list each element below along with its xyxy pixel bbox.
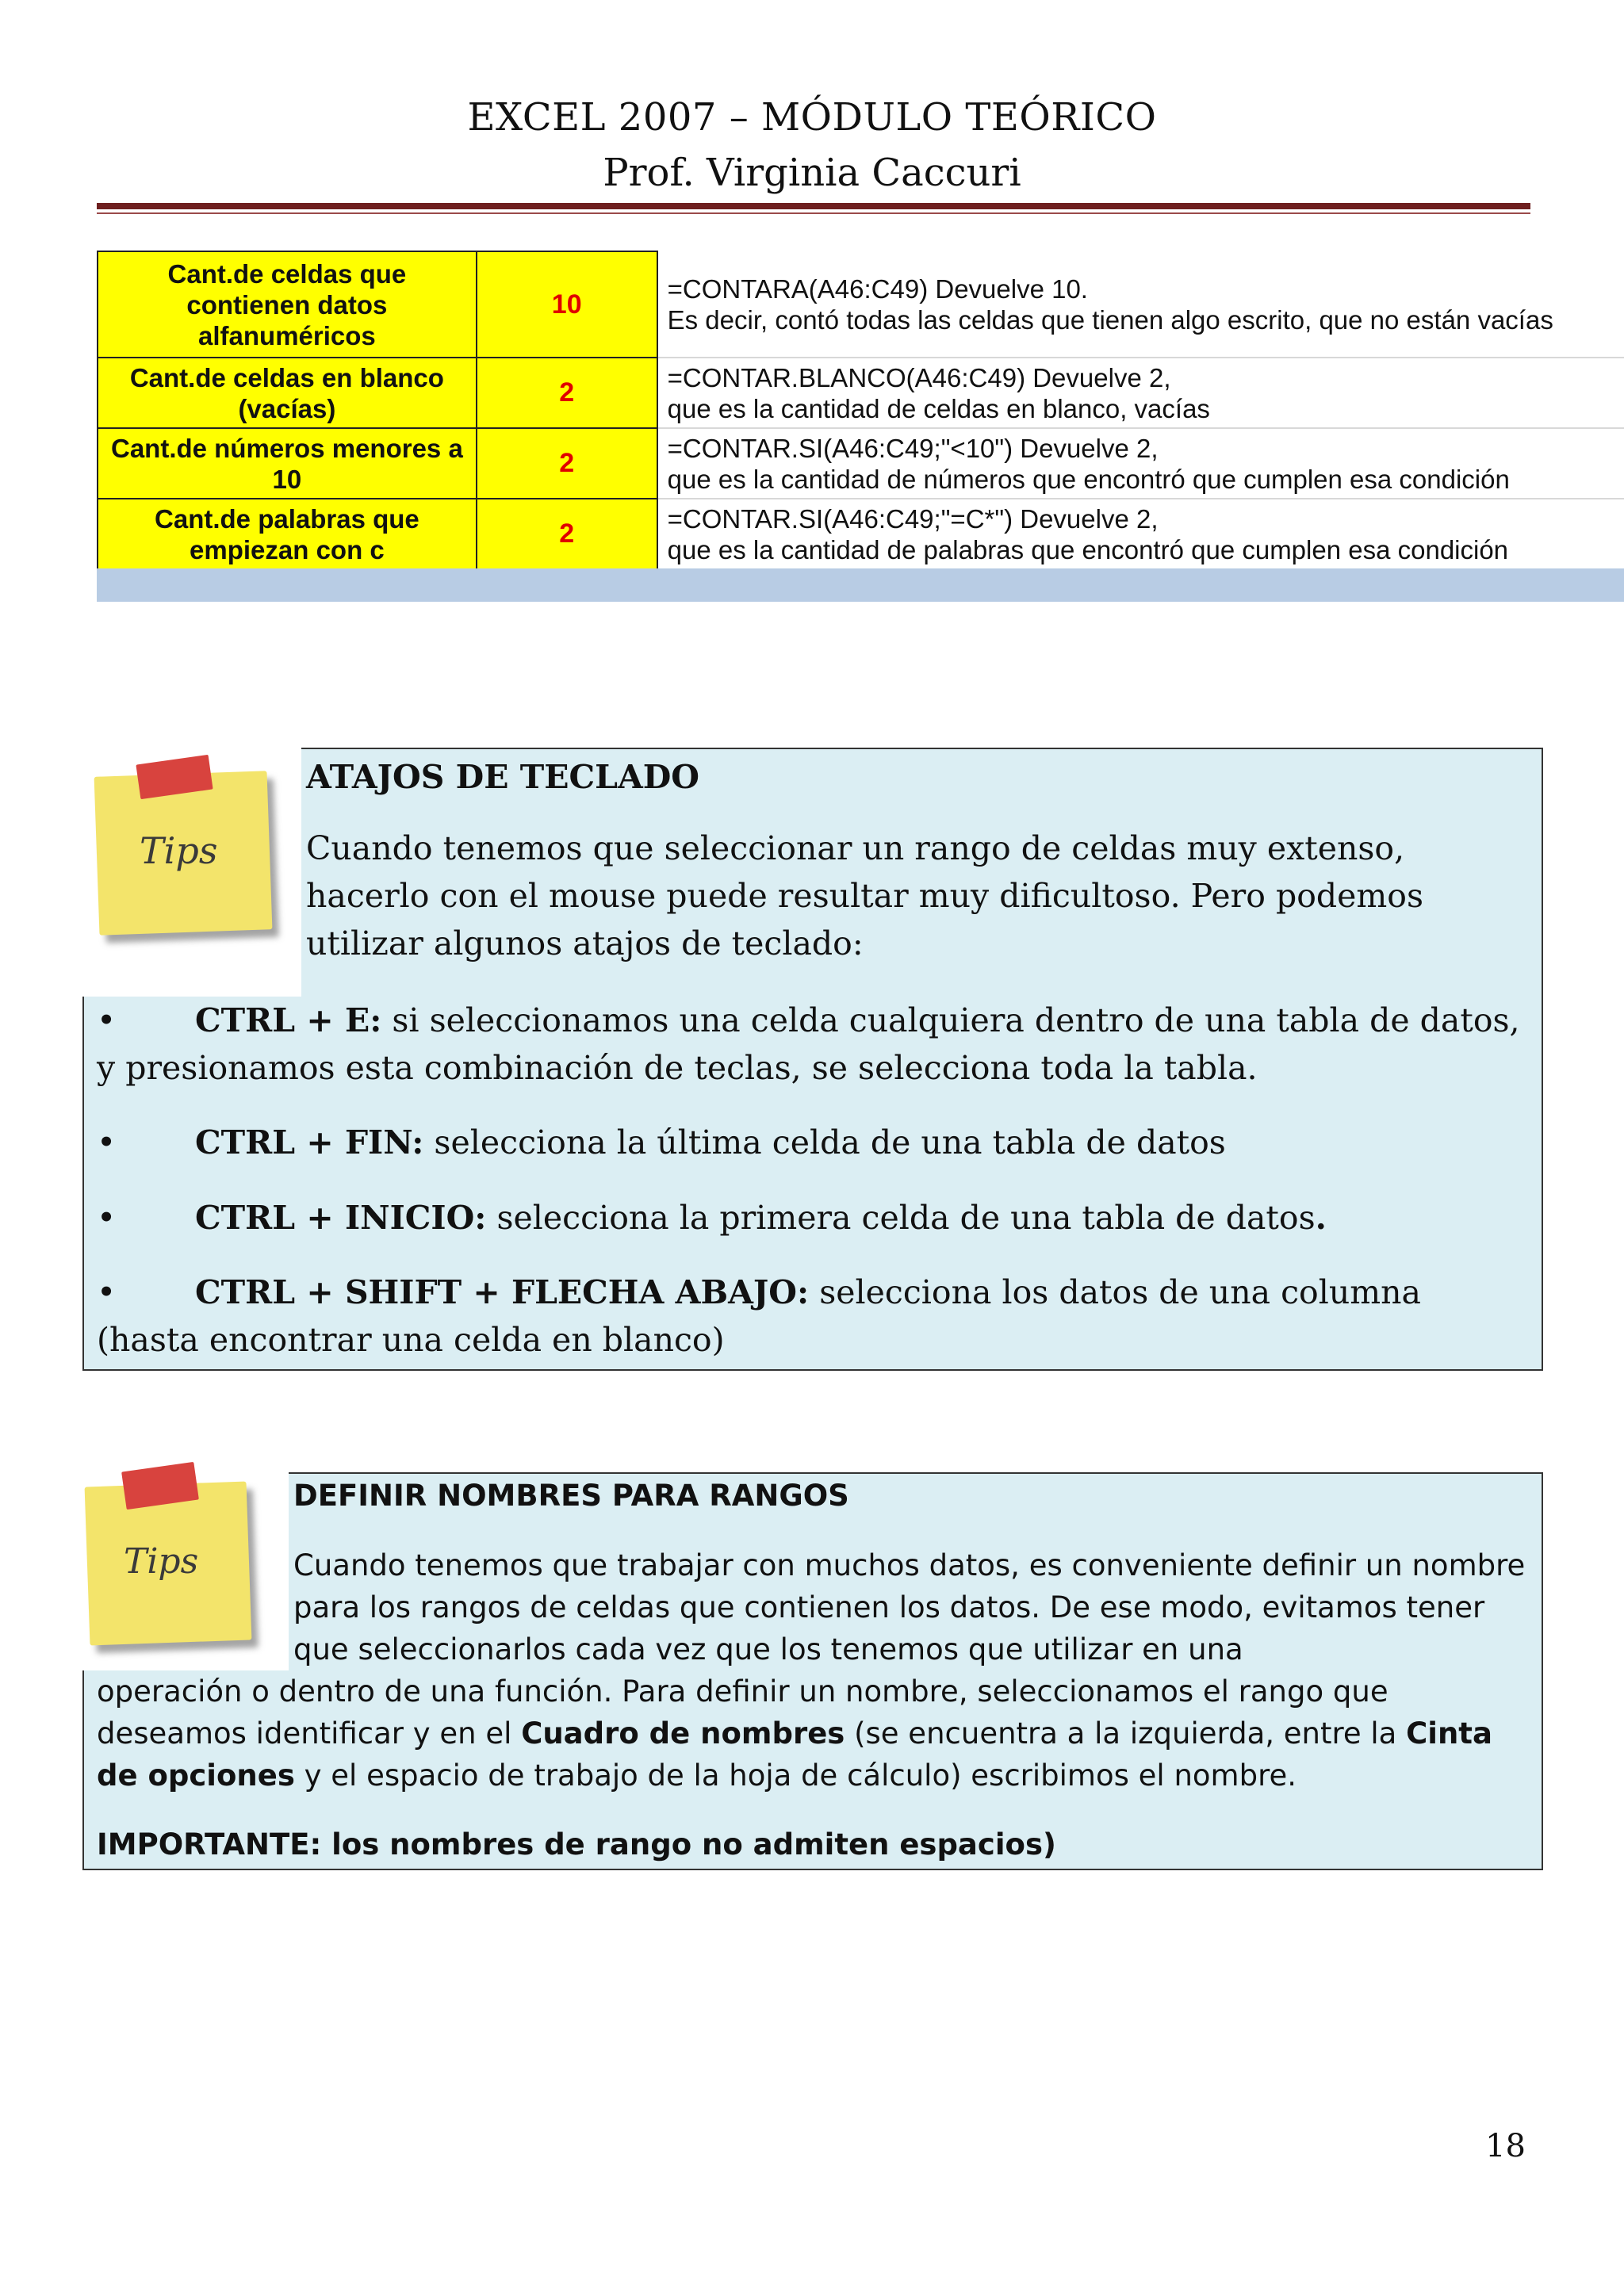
document-title: EXCEL 2007 – MÓDULO TEÓRICO: [467, 95, 1157, 140]
list-item: [97, 997, 1524, 1092]
list-item: [97, 1269, 1524, 1364]
row-formula: =CONTAR.SI(A46:C49;"<10") Devuelve 2,: [667, 433, 1159, 463]
page-number: 18: [1485, 2128, 1526, 2164]
table-row: [98, 428, 1624, 499]
stats-table-container: [97, 251, 1624, 570]
shortcut-key: CTRL + INICIO:: [195, 1199, 487, 1237]
shortcuts-intro: Cuando tenemos que seleccionar un rango de celdas muy extenso, hacerlo con el mouse puede resultar muy dificultoso. Pero podemos utilizar algunos atajos de teclado:: [306, 829, 1423, 962]
row-label: Cant.de palabras que empiezan con c: [98, 499, 477, 569]
range-names-paragraph-a: Cuando tenemos que trabajar con muchos datos, es conveniente definir un nombre para los rangos de celdas que contienen los datos. De ese modo, evitamos tener que seleccionarlos cada vez que los tenemos que utilizar en una: [293, 1548, 1526, 1667]
row-explanation: que es la cantidad de números que encontró que cumplen esa condición: [667, 464, 1510, 494]
bullet-dot: •: [97, 1123, 117, 1161]
shortcut-text: si seleccionamos una celda cualquiera dentro de una tabla de datos, y presionamos esta combinación de teclas, se selecciona toda la tabla.: [97, 1001, 1520, 1087]
sticky-note-icon: [82, 1459, 257, 1649]
row-value: 2: [477, 428, 657, 499]
document-subtitle: Prof. Virginia Caccuri: [603, 151, 1021, 195]
row-description: [657, 428, 1624, 499]
list-item: [97, 1119, 1524, 1166]
stats-table: [97, 251, 1624, 570]
shortcuts-heading: ATAJOS DE TECLADO: [306, 758, 700, 796]
row-explanation: que es la cantidad de celdas en blanco, vacías: [667, 393, 1210, 423]
sticky-note-icon: [94, 760, 276, 942]
tips-label: Tips: [124, 1541, 199, 1582]
row-value: 2: [477, 358, 657, 428]
row-label: Cant.de celdas que contienen datos alfanuméricos: [98, 251, 477, 358]
header-rule: [97, 203, 1530, 209]
shortcut-text: selecciona la primera celda de una tabla de datos: [486, 1199, 1316, 1237]
shortcut-suffix: .: [1315, 1199, 1327, 1237]
shortcut-text: selecciona los datos de una columna (hasta encontrar una celda en blanco): [97, 1273, 1421, 1359]
range-names-paragraph-b: operación o dentro de una función. Para definir un nombre, seleccionamos el rango que deseamos identificar y en el Cuadro de nombres (se encuentra a la izquierda, entre la Cinta de opciones y el espacio de trabajo de la hoja de cálculo) escribimos el nombre.: [97, 1674, 1492, 1793]
shortcut-text: selecciona la última celda de una tabla de datos: [423, 1123, 1226, 1161]
row-description: [657, 251, 1624, 358]
row-formula: =CONTAR.SI(A46:C49;"=C*") Devuelve 2,: [667, 503, 1159, 534]
row-formula: =CONTAR.BLANCO(A46:C49) Devuelve 2,: [667, 362, 1171, 392]
range-names-heading: DEFINIR NOMBRES PARA RANGOS: [293, 1479, 849, 1513]
bold-term: Cuadro de nombres: [521, 1716, 845, 1751]
row-value: 10: [477, 251, 657, 358]
bold-term: Cinta de opciones: [97, 1716, 1492, 1793]
shortcut-key: CTRL + SHIFT + FLECHA ABAJO:: [195, 1273, 810, 1311]
row-value: 2: [477, 499, 657, 569]
table-row: [98, 251, 1624, 358]
tips-label: Tips: [140, 829, 218, 872]
bullet-dot: •: [97, 1273, 117, 1311]
shortcut-key: CTRL + E:: [195, 1001, 382, 1039]
table-footer-band: [97, 568, 1624, 602]
row-explanation: que es la cantidad de palabras que encontró que cumplen esa condición: [667, 534, 1509, 564]
range-names-important: IMPORTANTE: los nombres de rango no admiten espacios): [97, 1827, 1056, 1862]
row-description: [657, 499, 1624, 569]
list-item: [97, 1194, 1524, 1242]
header-rule-thin: [97, 212, 1530, 214]
table-row: [98, 358, 1624, 428]
row-label: Cant.de celdas en blanco (vacías): [98, 358, 477, 428]
row-description: [657, 358, 1624, 428]
bullet-dot: •: [97, 1001, 117, 1039]
row-explanation: Es decir, contó todas las celdas que tienen algo escrito, que no están vacías: [667, 304, 1553, 335]
table-row: [98, 499, 1624, 569]
bullet-dot: •: [97, 1199, 117, 1237]
shortcut-key: CTRL + FIN:: [195, 1123, 424, 1161]
row-label: Cant.de números menores a 10: [98, 428, 477, 499]
row-formula: =CONTARA(A46:C49) Devuelve 10.: [667, 274, 1088, 304]
